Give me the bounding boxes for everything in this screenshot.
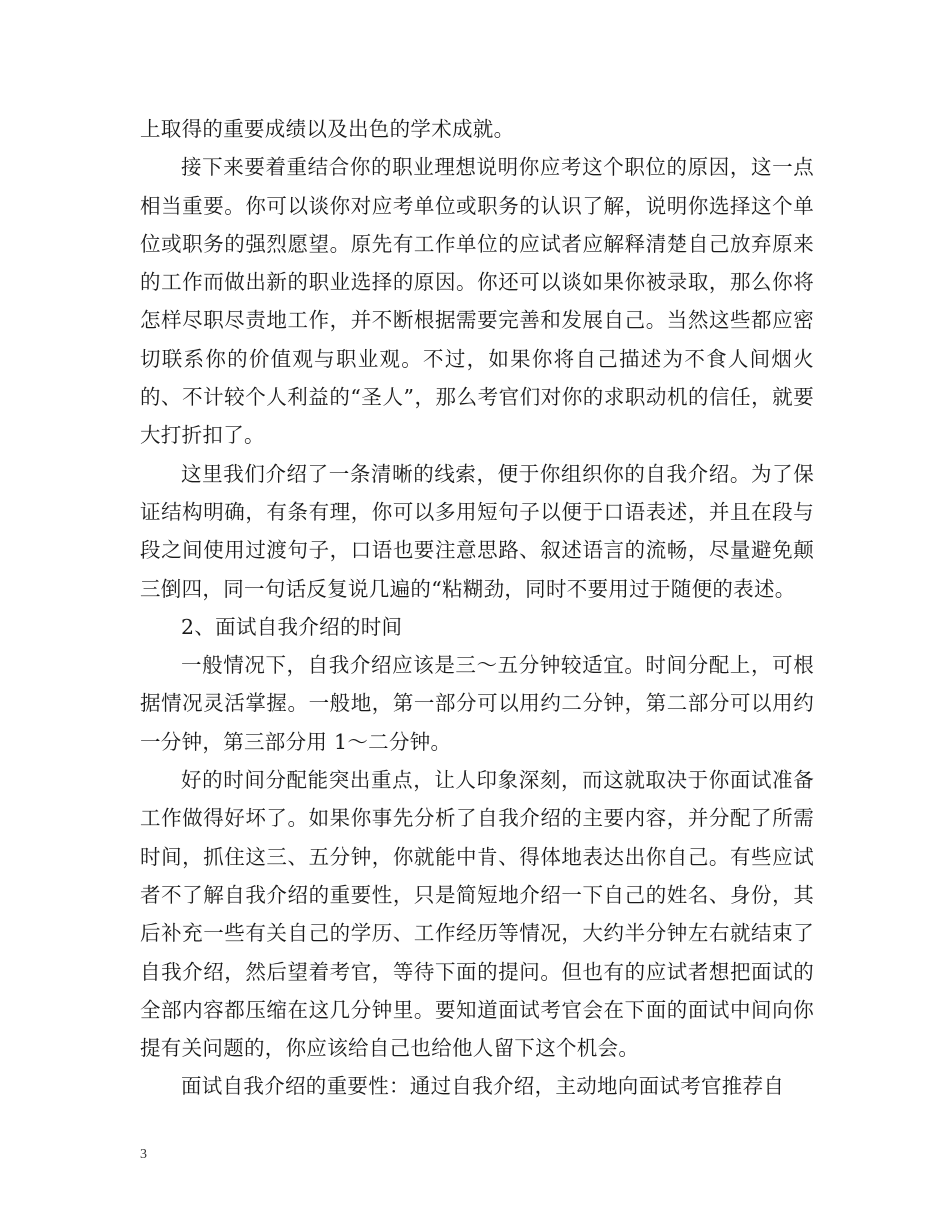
paragraph-structure-tips: 这里我们介绍了一条清晰的线索，便于你组织你的自我介绍。为了保证结构明确，有条有理，你可以多用短句子以便于口语表述，并且在段与段之间使用过渡句子，口语也要注意思路、叙述语言的流畅，尽量避免颠三倒四，同一句话反复说几遍的“粘糊劲，同时不要用过于随便的表述。 — [140, 461, 814, 601]
section-heading-time: 2、面试自我介绍的时间 — [181, 614, 403, 639]
body-text — [140, 110, 814, 1106]
paragraph-career-motivation: 接下来要着重结合你的职业理想说明你应考这个职位的原因，这一点相当重要。你可以谈你对应考单位或职务的认识了解，说明你选择这个单位或职务的强烈愿望。原先有工作单位的应试者应解释清楚自己放弃原来的工作而做出新的职业选择的原因。你还可以谈如果你被录取，那么你将怎样尽职尽责地工作，并不断根据需要完善和发展自己。当然这些都应密切联系你的价值观与职业观。不过，如果你将自己描述为不食人间烟火的、不计较个人利益的“圣人”，那么考官们对你的求职动机的信任，就要大打折扣了。 — [140, 155, 814, 448]
paragraph-importance: 面试自我介绍的重要性：通过自我介绍，主动地向面试考官推荐自 — [181, 1074, 785, 1099]
paragraph-continuation: 上取得的重要成绩以及出色的学术成就。 — [140, 117, 515, 141]
paragraph-time-allocation: 一般情况下，自我介绍应该是三～五分钟较适宜。时间分配上，可根据情况灵活掌握。一般地，第一部分可以用约二分钟，第二部分可以用约一分钟，第三部分用 1～二分钟。 — [140, 653, 814, 754]
page-number: 3 — [140, 1147, 147, 1162]
paragraph-time-emphasis: 好的时间分配能突出重点，让人印象深刻，而这就取决于你面试准备工作做得好坏了。如果你事先分析了自我介绍的主要内容，并分配了所需时间，抓住这三、五分钟，你就能中肯、得体地表达出你自己。有些应试者不了解自我介绍的重要性，只是简短地介绍一下自己的姓名、身份，其后补充一些有关自己的学历、工作经历等情况，大约半分钟左右就结束了自我介绍，然后望着考官，等待下面的提问。但也有的应试者想把面试的全部内容都压缩在这几分钟里。要知道面试考官会在下面的面试中间向你提有关问题的，你应该给自己也给他人留下这个机会。 — [140, 768, 814, 1061]
